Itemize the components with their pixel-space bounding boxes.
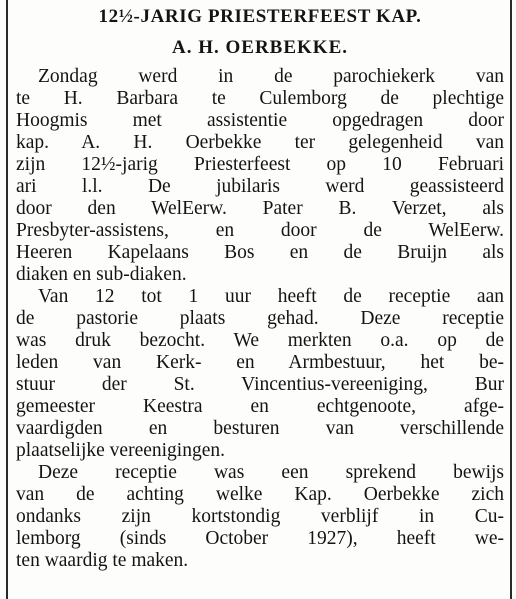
headline-line-2: A. H. OERBEKKE. bbox=[172, 37, 348, 58]
body-line: ondanks zijn kortstondig verblijf in Cu- bbox=[16, 506, 504, 527]
body-line: diaken en sub-diaken. bbox=[16, 264, 187, 285]
body-line: Presbyter-assistens, en door de WelEerw. bbox=[16, 220, 504, 241]
left-column-rule bbox=[6, 0, 8, 599]
body-line: te H. Barbara te Culemborg de plechtige bbox=[16, 88, 504, 109]
body-line: van de achting welke Kap. Oerbekke zich bbox=[16, 484, 504, 505]
body-line: kap. A. H. Oerbekke ter gelegenheid van bbox=[16, 132, 504, 153]
body-line: de pastorie plaats gehad. Deze receptie bbox=[16, 308, 504, 329]
body-line: Heeren Kapelaans Bos en de Bruijn als bbox=[16, 242, 504, 263]
body-line: Hoogmis met assistentie opgedragen door bbox=[16, 110, 504, 131]
body-line: stuur der St. Vincentius-vereeniging, Bur bbox=[16, 374, 504, 395]
body-line: zijn 12½-jarig Priesterfeest op 10 Februari bbox=[16, 154, 504, 175]
body-line: vaardigden en besturen van verschillende bbox=[16, 418, 504, 439]
body-line: Deze receptie was een sprekend bewijs bbox=[38, 462, 504, 483]
body-line: was druk bezocht. We merkten o.a. op de bbox=[16, 330, 504, 351]
right-column-rule bbox=[510, 0, 512, 599]
body-line: plaatselijke vereenigingen. bbox=[16, 440, 225, 461]
body-line: Zondag werd in de parochiekerk van bbox=[38, 66, 504, 87]
body-line: door den WelEerw. Pater B. Verzet, als bbox=[16, 198, 504, 219]
body-line: gemeester Keestra en echtgenoote, afge- bbox=[16, 396, 504, 417]
headline-line-1: 12½-JARIG PRIESTERFEEST KAP. bbox=[98, 6, 422, 27]
body-line: ari l.l. De jubilaris werd geassisteerd bbox=[16, 176, 504, 197]
body-line: leden van Kerk- en Armbestuur, het be- bbox=[16, 352, 504, 373]
body-line: Van 12 tot 1 uur heeft de receptie aan bbox=[38, 286, 504, 307]
body-line: ten waardig te maken. bbox=[16, 550, 189, 571]
body-line: lemborg (sinds October 1927), heeft we- bbox=[16, 528, 504, 549]
